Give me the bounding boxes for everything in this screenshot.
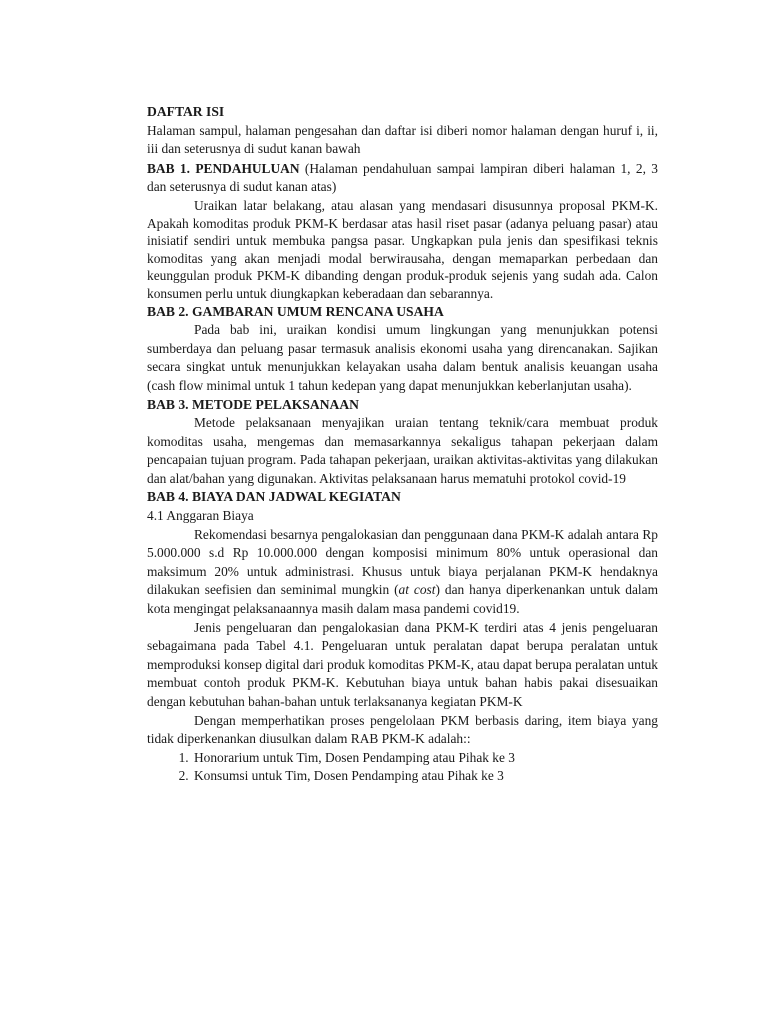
bab3-body: Metode pelaksanaan menyajikan uraian tentang teknik/cara membuat produk komoditas usaha, mengemas dan memasarkannya sekaligus tahapan pekerjaan dalam pencapaian tujuan program. Pada tahapan pekerjaan, uraikan aktivitas-aktivitas yang dilakukan dan alat/bahan yang digunakan. Aktivitas pelaksanaan harus mematuhi protokol covid-19: [147, 415, 658, 486]
toc-title: DAFTAR ISI: [147, 104, 225, 119]
bab4-heading: BAB 4. BIAYA DAN JADWAL KEGIATAN: [147, 489, 401, 505]
document-content: [147, 103, 658, 786]
bab4-paragraph-1-italic: at cost: [398, 582, 436, 598]
bab4-paragraph-3: Dengan memperhatikan proses pengelolaan PKM berbasis daring, item biaya yang tidak diperkenankan diusulkan dalam RAB PKM-K adalah::: [147, 712, 658, 747]
bab2-heading: BAB 2. GAMBARAN UMUM RENCANA USAHA: [147, 303, 444, 319]
bab4-paragraph-1-text-a: Rekomendasi besarnya pengalokasian dan penggunaan dana PKM-K adalah antara Rp 5.000.000 s.d Rp 10.000.000 dengan komposisi minimum 80% untuk operasional dan maksimum 20% untuk administrasi. Khusus untuk biaya perjalanan PKM-K hendaknya dilakukan seefisien dan seminimal mungkin (: [147, 526, 658, 598]
list-item: 2. Konsumsi untuk Tim, Dosen Pendamping atau Pihak ke 3: [192, 767, 658, 786]
toc-intro: Halaman sampul, halaman pengesahan dan daftar isi diberi nomor halaman dengan huruf i, ii, iii dan seterusnya di sudut kanan bawah: [147, 122, 658, 157]
bab1-heading-note: (Halaman pendahuluan sampai lampiran diberi halaman 1, 2, 3 dan seterusnya di sudut kanan atas): [147, 160, 658, 195]
bab3-heading: BAB 3. METODE PELAKSANAAN: [147, 396, 359, 412]
bab1-heading-line: [147, 160, 658, 197]
bab4-paragraph-2: Jenis pengeluaran dan pengalokasian dana PKM-K terdiri atas 4 jenis pengeluaran sebagaimana pada Tabel 4.1. Pengeluaran untuk peralatan dapat berupa peralatan untuk memproduksi konsep digital dari produk komoditas PKM-K, atau dapat berupa peralatan untuk membuat contoh produk PKM-K. Kebutuhan biaya untuk bahan habis pakai disesuaikan dengan kebutuhan bahan-bahan untuk terlaksananya kegiatan PKM-K: [147, 619, 658, 709]
bab4-sub-heading: 4.1 Anggaran Biaya: [147, 508, 254, 524]
bab1-body: Uraikan latar belakang, atau alasan yang mendasari disusunnya proposal PKM-K. Apakah komoditas produk PKM-K berdasar atas hasil riset pasar (adanya peluang pasar) atau inisiatif sendiri untuk membuka pangsa pasar. Ungkapkan pula jenis dan spesifikasi teknis komoditas yang akan menjadi modal berwirausaha, dengan memaparkan perbedaan dan keunggulan produk PKM-K dibanding dengan produk-produk sejenis yang sudah ada. Calon konsumen perlu untuk diungkapkan keberadaan dan sebarannya.: [147, 197, 658, 301]
list-item: 1. Honorarium untuk Tim, Dosen Pendamping atau Pihak ke 3: [192, 749, 658, 768]
bab1-heading: BAB 1. PENDAHULUAN: [147, 160, 300, 176]
bab4-paragraph-1: [147, 526, 658, 619]
bab4-paragraph-1-text-b: ) dan hanya diperkenankan untuk dalam kota mengingat pelaksanaannya masih dalam masa pandemi covid19.: [147, 582, 658, 617]
bab2-body: Pada bab ini, uraikan kondisi umum lingkungan yang menunjukkan potensi sumberdaya dan peluang pasar termasuk analisis ekonomi usaha yang direncanakan. Sajikan secara singkat untuk menunjukkan kelayakan usaha dalam bentuk analisis keuangan usaha (cash flow minimal untuk 1 tahun kedepan yang dapat menunjukkan keberlanjutan usaha).: [147, 322, 658, 393]
excluded-items-list: [147, 749, 658, 786]
